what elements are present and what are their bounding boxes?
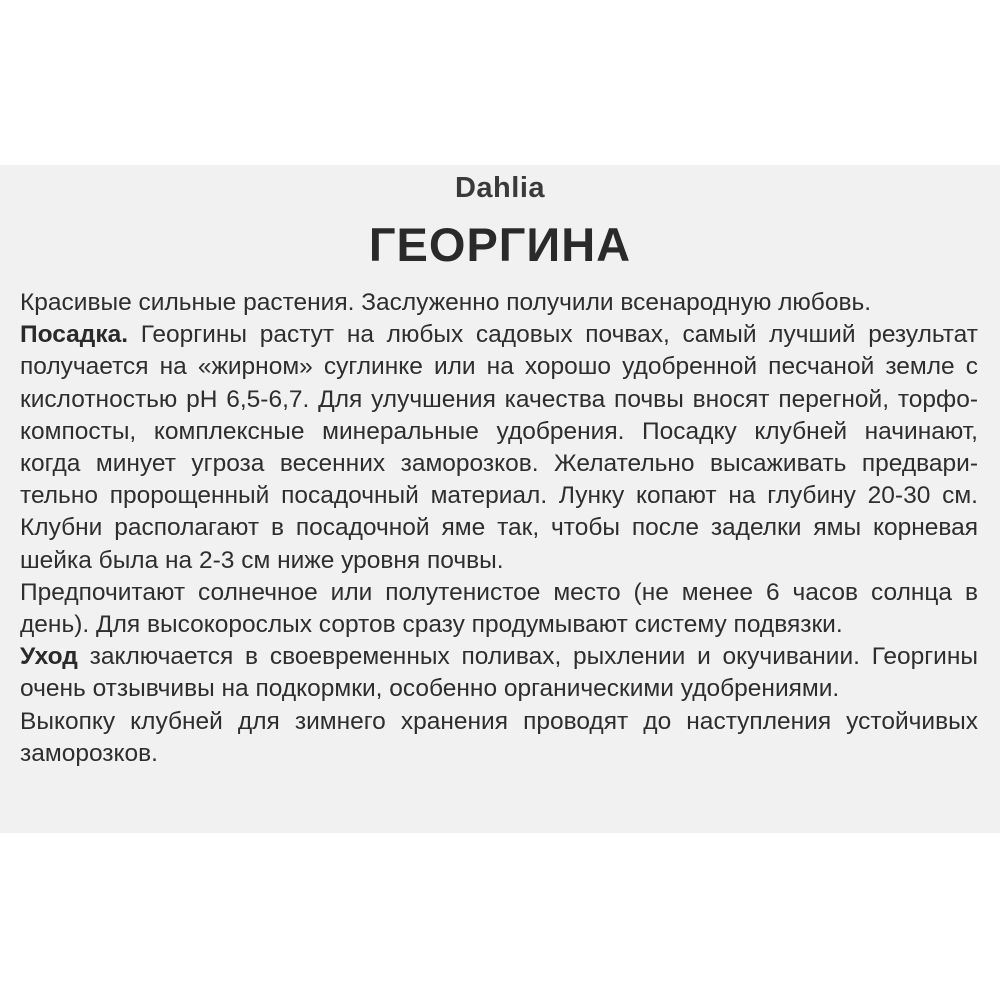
- care-line-1: [20, 641, 978, 673]
- description-text: [20, 287, 978, 770]
- planting-line-5: когда минует угроза весенних заморозков. Желательно высаживать предвари-: [20, 450, 978, 478]
- location-line-2: день). Для высокорослых сортов сразу продумывают систему подвязки.: [20, 611, 843, 639]
- planting-line-2: получается на «жирном» суглинке или на хорошо удобренной песчаной земле с: [20, 353, 978, 381]
- planting-line-4: компосты, комплексные минеральные удобрения. Посадку клубней начинают,: [20, 417, 978, 445]
- planting-line-3: кислотностью pH 6,5-6,7. Для улучшения качества почвы вносят перегной, торфо-: [20, 385, 978, 413]
- planting-line-6: тельно пророщенный посадочный материал. Лунку копают на глубину 20-30 см.: [20, 482, 978, 510]
- page-title: ГЕОРГИНА: [368, 218, 632, 271]
- location-line-1: Предпочитают солнечное или полутенистое место (не менее 6 часов солнца в: [20, 578, 978, 606]
- planting-line-8: шейка была на 2-3 см ниже уровня почвы.: [20, 546, 504, 574]
- planting-text: Георгины растут на любых садовых почвах, самый лучший результат: [128, 321, 978, 349]
- planting-line-7: Клубни располагают в посадочной яме так, чтобы после заделки ямы корневая: [20, 514, 978, 542]
- planting-line-1: [20, 319, 978, 351]
- care-text: заключается в своевременных поливах, рыхлении и окучивании. Георгины: [77, 643, 978, 671]
- intro-line: Красивые сильные растения. Заслуженно получили всенародную любовь.: [20, 289, 872, 316]
- storage-line-2: заморозков.: [20, 739, 158, 767]
- storage-line-1: Выкопку клубней для зимнего хранения проводят до наступления устойчивых: [20, 707, 978, 735]
- latin-name: Dahlia: [454, 172, 546, 204]
- care-line-2: очень отзывчивы на подкормки, особенно органическими удобрениями.: [20, 675, 840, 703]
- planting-heading: Посадка.: [20, 321, 129, 349]
- seed-packet-label: [0, 165, 1000, 833]
- care-heading: Уход: [20, 643, 78, 671]
